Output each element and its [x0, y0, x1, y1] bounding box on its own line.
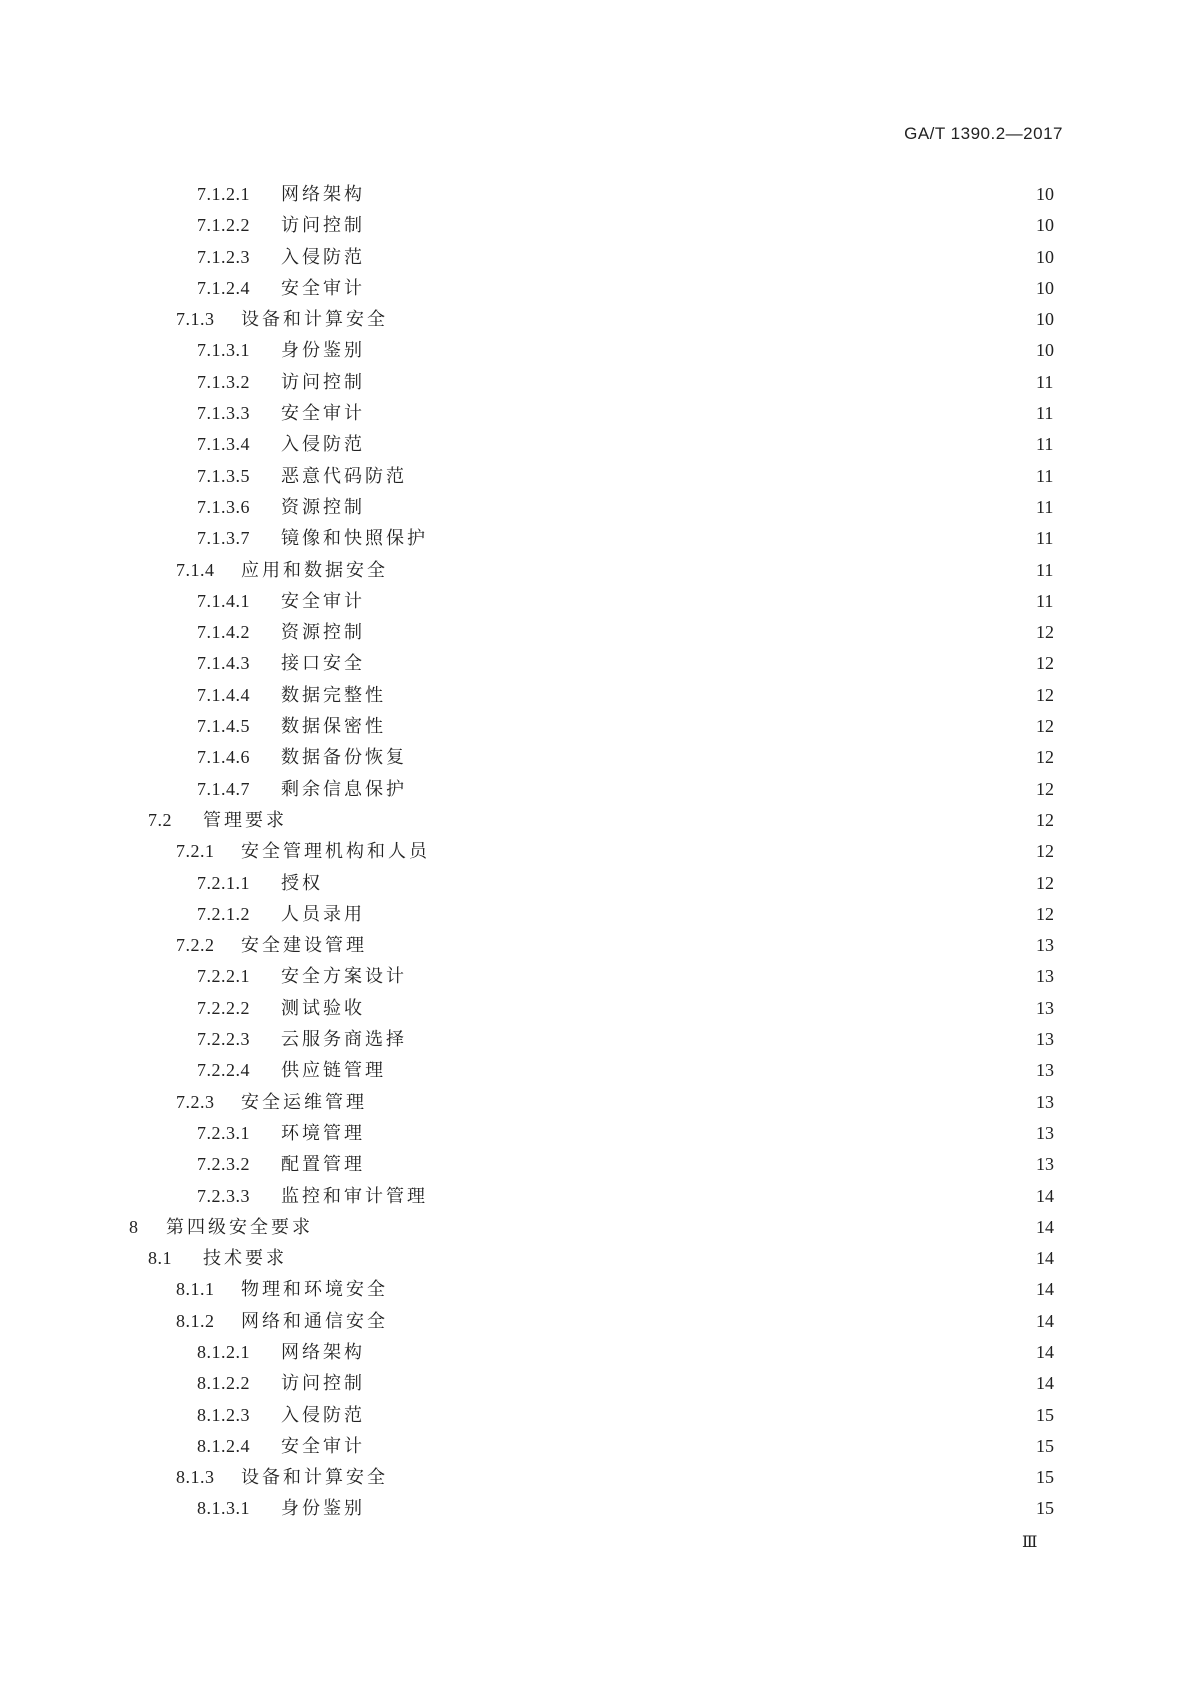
toc-entry-number: 7.1.2.4 [197, 277, 250, 298]
toc-entry-number: 7.2.2.3 [197, 1029, 250, 1050]
toc-entry-page: 14 [1036, 1310, 1054, 1331]
toc-entry[interactable] [0, 398, 1191, 429]
toc-leader-dots [373, 1368, 1026, 1399]
toc-entry-number: 8.1 [148, 1248, 172, 1269]
toc-entry-number: 7.1.4.6 [197, 747, 250, 768]
toc-entry-number: 7.1.4.7 [197, 778, 250, 799]
toc-entry-title: 设备和计算安全 [241, 1467, 388, 1489]
toc-leader-dots [415, 1024, 1026, 1055]
standard-code: GA/T 1390.2—2017 [904, 124, 1063, 143]
page-folio: Ⅲ [1022, 1534, 1038, 1551]
toc-entry-title: 云服务商选择 [281, 1029, 407, 1051]
toc-entry-number: 7.2.2.4 [197, 1060, 250, 1081]
toc-entry-page: 14 [1036, 1216, 1054, 1237]
toc-entry-number: 7.1.2.3 [197, 246, 250, 267]
toc-leader-dots [373, 210, 1026, 241]
toc-entry[interactable] [0, 429, 1191, 460]
toc-leader-dots [373, 1337, 1026, 1368]
toc-entry-number: 7.2.3.1 [197, 1122, 250, 1143]
toc-entry-number: 7.2.2.1 [197, 966, 250, 987]
toc-entry-number: 8.1.2.1 [197, 1341, 250, 1362]
toc-entry-page: 11 [1036, 434, 1054, 455]
toc-entry-title: 人员录用 [281, 903, 365, 925]
toc-entry-number: 7.1.2.2 [197, 215, 250, 236]
toc-entry-number: 7.1.3.1 [197, 340, 250, 361]
toc-entry-number: 7.1.4 [176, 559, 215, 580]
toc-leader-dots [373, 242, 1026, 273]
toc-leader-dots [295, 805, 1026, 836]
toc-entry-page: 14 [1036, 1373, 1054, 1394]
toc-leader-dots [295, 1243, 1026, 1274]
toc-entry[interactable] [0, 680, 1191, 711]
toc-leader-dots [373, 367, 1026, 398]
toc-entry-number: 7.1.3.6 [197, 496, 250, 517]
toc-entry[interactable] [0, 1400, 1191, 1431]
toc-entry-title: 剩余信息保护 [281, 778, 407, 800]
toc-entry-number: 7.2.3.2 [197, 1154, 250, 1175]
toc-entry-page: 12 [1036, 653, 1054, 674]
toc-entry-number: 7.1.4.1 [197, 590, 250, 611]
toc-entry[interactable] [0, 461, 1191, 492]
toc-entry-page: 12 [1036, 747, 1054, 768]
toc-entry-title: 访问控制 [281, 1373, 365, 1395]
toc-entry-page: 12 [1036, 778, 1054, 799]
toc-leader-dots [436, 1181, 1026, 1212]
toc-entry[interactable] [0, 961, 1191, 992]
toc-leader-dots [373, 398, 1026, 429]
toc-entry-title: 资源控制 [281, 622, 365, 644]
toc-entry-page: 11 [1036, 403, 1054, 424]
toc-entry[interactable] [0, 1024, 1191, 1055]
toc-entry[interactable] [0, 586, 1191, 617]
toc-entry-page: 15 [1036, 1404, 1054, 1425]
toc-entry-number: 7.1.4.5 [197, 716, 250, 737]
toc-leader-dots [373, 617, 1026, 648]
toc-leader-dots [415, 461, 1026, 492]
toc-entry-page: 11 [1036, 590, 1054, 611]
toc-entry-title: 环境管理 [281, 1122, 365, 1144]
toc-entry-title: 物理和环境安全 [241, 1279, 388, 1301]
toc-entry-number: 8 [129, 1216, 139, 1237]
toc-entry-title: 安全审计 [281, 1435, 365, 1457]
toc-leader-dots [373, 429, 1026, 460]
toc-entry[interactable] [0, 210, 1191, 241]
toc-entry[interactable] [0, 555, 1191, 586]
toc-entry-title: 数据保密性 [281, 716, 386, 738]
toc-entry[interactable] [0, 1337, 1191, 1368]
toc-entry[interactable] [0, 1055, 1191, 1086]
toc-entry-title: 网络和通信安全 [241, 1310, 388, 1332]
toc-entry[interactable] [0, 335, 1191, 366]
toc-entry-page: 13 [1036, 1122, 1054, 1143]
toc-entry-title: 数据完整性 [281, 684, 386, 706]
toc-entry-title: 入侵防范 [281, 246, 365, 268]
toc-entry[interactable] [0, 993, 1191, 1024]
toc-entry-title: 授权 [281, 872, 323, 894]
toc-entry[interactable] [0, 1118, 1191, 1149]
toc-entry-title: 身份鉴别 [281, 340, 365, 362]
toc-leader-dots [396, 1462, 1026, 1493]
toc-leader-dots [415, 774, 1026, 805]
toc-entry-number: 7.1.3.7 [197, 528, 250, 549]
toc-entry-number: 8.1.1 [176, 1279, 215, 1300]
toc-entry-title: 网络架构 [281, 1341, 365, 1363]
toc-entry-page: 11 [1036, 371, 1054, 392]
toc-entry-title: 身份鉴别 [281, 1498, 365, 1520]
toc-entry[interactable] [0, 1493, 1191, 1524]
toc-entry-page: 10 [1036, 277, 1054, 298]
toc-entry[interactable] [0, 1431, 1191, 1462]
toc-entry-title: 网络架构 [281, 184, 365, 205]
toc-entry-number: 8.1.3 [176, 1467, 215, 1488]
toc-entry-page: 12 [1036, 809, 1054, 830]
toc-entry-title: 供应链管理 [281, 1060, 386, 1082]
toc-entry-title: 设备和计算安全 [241, 309, 388, 331]
toc-entry-page: 15 [1036, 1435, 1054, 1456]
toc-leader-dots [373, 648, 1026, 679]
toc-entry-number: 7.1.4.3 [197, 653, 250, 674]
toc-entry-page: 10 [1036, 215, 1054, 236]
toc-leader-dots [373, 1493, 1026, 1524]
toc-entry[interactable] [0, 742, 1191, 773]
toc-entry-page: 14 [1036, 1279, 1054, 1300]
toc-entry-page: 13 [1036, 997, 1054, 1018]
toc-leader-dots [373, 492, 1026, 523]
toc-leader-dots [373, 1431, 1026, 1462]
toc-entry-page: 13 [1036, 1154, 1054, 1175]
toc-leader-dots [438, 836, 1026, 867]
toc-leader-dots [396, 1306, 1026, 1337]
toc-entry-title: 安全运维管理 [241, 1091, 367, 1113]
toc-entry-page: 10 [1036, 184, 1054, 204]
toc-entry-title: 镜像和快照保护 [281, 528, 428, 550]
toc-entry-number: 7.1.3 [176, 309, 215, 330]
toc-leader-dots [394, 1055, 1026, 1086]
toc-entry[interactable] [0, 492, 1191, 523]
toc-entry-number: 7.2.3.3 [197, 1185, 250, 1206]
toc-entry-title: 安全建设管理 [241, 935, 367, 957]
toc-entry-page: 11 [1036, 465, 1054, 486]
toc-entry-page: 10 [1036, 246, 1054, 267]
toc-entry-title: 技术要求 [203, 1248, 287, 1270]
toc-entry-number: 7.1.3.2 [197, 371, 250, 392]
toc-leader-dots [396, 1274, 1026, 1305]
toc-entry[interactable] [0, 930, 1191, 961]
toc-leader-dots [396, 555, 1026, 586]
toc-leader-dots [331, 868, 1026, 899]
toc-entry-title: 访问控制 [281, 215, 365, 237]
toc-entry-number: 7.1.4.2 [197, 622, 250, 643]
table-of-contents [0, 179, 1191, 1525]
toc-entry[interactable] [0, 1462, 1191, 1493]
toc-entry-title: 访问控制 [281, 371, 365, 393]
toc-entry-number: 7.2.1.2 [197, 903, 250, 924]
toc-entry-number: 7.2 [148, 809, 172, 830]
toc-leader-dots [373, 993, 1026, 1024]
toc-entry-page: 12 [1036, 684, 1054, 705]
toc-entry-page: 13 [1036, 966, 1054, 987]
toc-entry-page: 14 [1036, 1248, 1054, 1269]
toc-entry[interactable] [0, 242, 1191, 273]
toc-entry-title: 测试验收 [281, 997, 365, 1019]
toc-entry-number: 8.1.2 [176, 1310, 215, 1331]
toc-entry[interactable] [0, 836, 1191, 867]
toc-entry-page: 12 [1036, 716, 1054, 737]
toc-entry[interactable] [0, 1274, 1191, 1305]
toc-entry-number: 7.2.2 [176, 935, 215, 956]
toc-entry-number: 8.1.2.2 [197, 1373, 250, 1394]
toc-entry-title: 配置管理 [281, 1154, 365, 1176]
toc-entry-page: 12 [1036, 622, 1054, 643]
toc-entry[interactable] [0, 1087, 1191, 1118]
toc-entry-page: 13 [1036, 1060, 1054, 1081]
toc-entry-title: 安全审计 [281, 590, 365, 612]
toc-entry-title: 监控和审计管理 [281, 1185, 428, 1207]
toc-entry[interactable] [0, 711, 1191, 742]
toc-leader-dots [436, 523, 1026, 554]
toc-leader-dots [321, 1212, 1026, 1243]
toc-entry-number: 8.1.2.4 [197, 1435, 250, 1456]
toc-entry[interactable] [0, 1181, 1191, 1212]
toc-entry-number: 8.1.3.1 [197, 1498, 250, 1519]
toc-entry-number: 7.2.1.1 [197, 872, 250, 893]
toc-entry-title: 数据备份恢复 [281, 747, 407, 769]
toc-entry[interactable] [0, 1149, 1191, 1180]
toc-entry-title: 接口安全 [281, 653, 365, 675]
toc-entry-page: 14 [1036, 1341, 1054, 1362]
toc-entry-page: 11 [1036, 496, 1054, 517]
toc-entry-page: 15 [1036, 1467, 1054, 1488]
toc-entry[interactable] [0, 179, 1191, 210]
toc-entry-number: 7.1.3.4 [197, 434, 250, 455]
toc-entry[interactable] [0, 868, 1191, 899]
toc-leader-dots [373, 179, 1026, 210]
toc-entry-title: 安全管理机构和人员 [241, 841, 430, 863]
toc-entry-number: 7.1.3.3 [197, 403, 250, 424]
toc-leader-dots [375, 1087, 1026, 1118]
toc-entry-number: 7.2.3 [176, 1091, 215, 1112]
toc-entry[interactable] [0, 648, 1191, 679]
toc-entry-number: 8.1.2.3 [197, 1404, 250, 1425]
toc-entry-page: 11 [1036, 559, 1054, 580]
toc-entry[interactable] [0, 304, 1191, 335]
toc-entry-title: 应用和数据安全 [241, 559, 388, 581]
toc-entry-page: 14 [1036, 1185, 1054, 1206]
toc-entry[interactable] [0, 899, 1191, 930]
toc-entry[interactable] [0, 523, 1191, 554]
toc-entry[interactable] [0, 805, 1191, 836]
toc-leader-dots [396, 304, 1026, 335]
toc-entry-page: 13 [1036, 1091, 1054, 1112]
toc-leader-dots [415, 961, 1026, 992]
toc-entry-title: 安全方案设计 [281, 966, 407, 988]
toc-entry-number: 7.2.1 [176, 841, 215, 862]
toc-leader-dots [394, 680, 1026, 711]
toc-entry-number: 7.2.2.2 [197, 997, 250, 1018]
toc-entry-page: 11 [1036, 528, 1054, 549]
toc-entry-page: 15 [1036, 1498, 1054, 1519]
toc-entry[interactable] [0, 617, 1191, 648]
toc-leader-dots [415, 742, 1026, 773]
toc-leader-dots [375, 930, 1026, 961]
toc-entry-page: 10 [1036, 340, 1054, 361]
toc-entry-title: 入侵防范 [281, 434, 365, 456]
toc-entry[interactable] [0, 774, 1191, 805]
toc-entry-page: 12 [1036, 841, 1054, 862]
toc-leader-dots [373, 1118, 1026, 1149]
toc-entry-page: 13 [1036, 935, 1054, 956]
toc-entry[interactable] [0, 1368, 1191, 1399]
toc-leader-dots [373, 335, 1026, 366]
toc-entry-title: 资源控制 [281, 496, 365, 518]
toc-entry[interactable] [0, 273, 1191, 304]
toc-entry-number: 7.1.3.5 [197, 465, 250, 486]
toc-leader-dots [373, 1149, 1026, 1180]
toc-leader-dots [373, 586, 1026, 617]
toc-entry-page: 12 [1036, 903, 1054, 924]
toc-entry[interactable] [0, 1212, 1191, 1243]
toc-entry-number: 7.1.4.4 [197, 684, 250, 705]
toc-entry-page: 10 [1036, 309, 1054, 330]
toc-entry-title: 安全审计 [281, 403, 365, 425]
toc-entry-page: 13 [1036, 1029, 1054, 1050]
toc-entry-title: 安全审计 [281, 277, 365, 299]
toc-entry[interactable] [0, 1306, 1191, 1337]
toc-entry-title: 管理要求 [203, 809, 287, 831]
toc-entry-number: 7.1.2.1 [197, 184, 250, 204]
toc-leader-dots [373, 899, 1026, 930]
toc-leader-dots [373, 273, 1026, 304]
toc-entry[interactable] [0, 1243, 1191, 1274]
toc-entry[interactable] [0, 367, 1191, 398]
toc-leader-dots [394, 711, 1026, 742]
toc-entry-title: 第四级安全要求 [166, 1216, 313, 1238]
toc-entry-title: 恶意代码防范 [281, 465, 407, 487]
toc-entry-title: 入侵防范 [281, 1404, 365, 1426]
toc-leader-dots [373, 1400, 1026, 1431]
toc-entry-page: 12 [1036, 872, 1054, 893]
